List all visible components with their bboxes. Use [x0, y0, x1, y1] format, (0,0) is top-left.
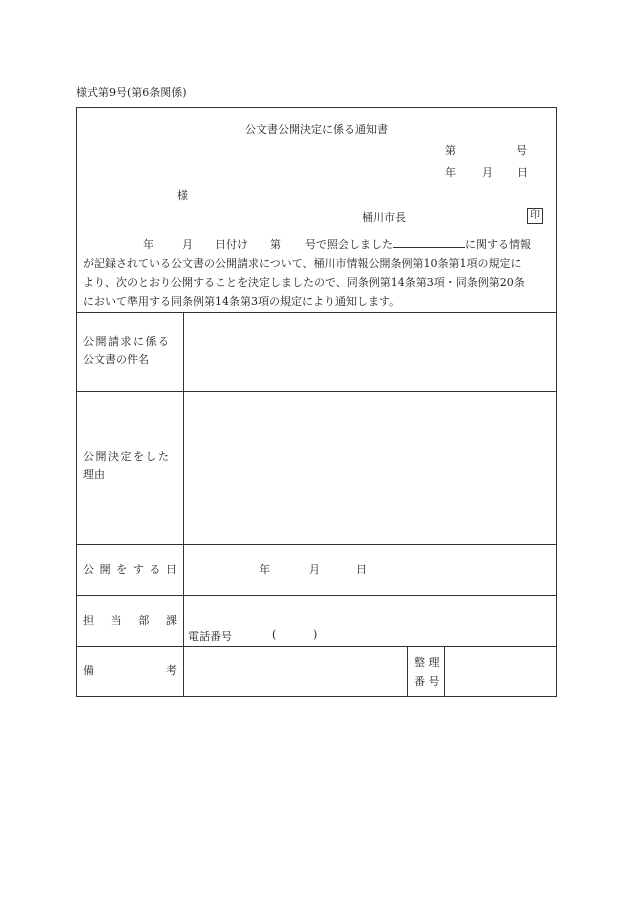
document-name-label-line2: 公文書の件名	[83, 353, 149, 366]
disclosure-month-label: 月	[309, 563, 320, 576]
disclosure-date-label-char: を	[116, 563, 128, 576]
notice-header	[77, 108, 556, 313]
row-disclosure-date	[77, 545, 556, 596]
remarks-label-char: 考	[166, 664, 177, 677]
body-tail: に関する情報	[465, 238, 531, 251]
date-year-label: 年	[445, 166, 456, 179]
remarks-label-char: 備	[83, 664, 94, 677]
subject-blank-line	[393, 237, 465, 248]
document-name-label-cell	[77, 313, 184, 391]
document-name-label	[83, 333, 177, 369]
date-month-label: 月	[482, 166, 493, 179]
body-go: 号で照会しました	[305, 238, 393, 251]
disclosure-date-label-char: 日	[165, 563, 177, 576]
body-dai: 第	[270, 238, 281, 251]
body-dated: 日付け	[215, 238, 248, 251]
reference-number-label-line1: 整 理	[414, 656, 440, 669]
body-year: 年	[143, 238, 154, 251]
document-title: 公文書公開決定に係る通知書	[245, 123, 388, 136]
number-suffix: 号	[516, 144, 527, 157]
body-line-4: において準用する同条例第14条第3項の規定により通知します。	[83, 295, 401, 308]
phone-paren-close: )	[313, 628, 318, 641]
disclosure-year-label: 年	[259, 563, 270, 576]
form-number: 様式第9号(第6条関係)	[76, 86, 187, 99]
reference-number-label	[414, 653, 440, 691]
department-label-cell	[77, 596, 184, 646]
department-label-char: 部	[138, 614, 150, 627]
document-name-label-line1: 公開請求に係る	[83, 335, 171, 348]
notice-form	[76, 107, 557, 697]
notice-body	[83, 235, 551, 311]
body-line-1	[83, 235, 551, 254]
row-department	[77, 596, 556, 647]
disclosure-date-label-char: 開	[99, 563, 111, 576]
disclosure-date-label	[83, 561, 177, 579]
row-remarks	[77, 647, 556, 696]
disclosure-day-label: 日	[356, 563, 367, 576]
decision-reason-label	[83, 448, 177, 484]
department-label-char: 担	[83, 614, 94, 627]
department-label-char: 当	[110, 614, 122, 627]
disclosure-date-label-char: 公	[83, 563, 94, 576]
number-prefix: 第	[445, 144, 456, 157]
decision-reason-label-line2: 理由	[83, 468, 105, 481]
seal-text: 印	[530, 210, 540, 221]
row-document-name	[77, 313, 556, 392]
phone-number-label: 電話番号	[188, 630, 232, 643]
body-line-2: が記録されている公文書の公開請求について、桶川市情報公開条例第10条第1項の規定に	[83, 257, 522, 270]
remarks-label-cell	[77, 647, 184, 696]
disclosure-date-label-cell	[77, 545, 184, 595]
phone-paren-open: (	[272, 628, 277, 641]
disclosure-date-label-char: る	[149, 563, 161, 576]
remarks-label	[83, 662, 177, 680]
disclosure-date-label-char: す	[132, 563, 144, 576]
issuer-name: 桶川市長	[362, 211, 406, 224]
department-label-char: 課	[165, 614, 177, 627]
addressee-suffix: 様	[177, 189, 188, 202]
reference-number-label-cell	[407, 647, 445, 696]
body-line-3: より、次のとおり公開することを決定しましたので、同条例第14条第3項・同条例第20条	[83, 276, 525, 289]
reference-number-label-line2: 番 号	[414, 675, 440, 688]
decision-reason-label-line1: 公開決定をした	[83, 450, 171, 463]
reference-number-value-cell	[444, 647, 556, 696]
seal-mark	[527, 208, 543, 224]
row-decision-reason	[77, 392, 556, 545]
decision-reason-label-cell	[77, 392, 184, 544]
date-day-label: 日	[517, 166, 528, 179]
body-month: 月	[182, 238, 193, 251]
department-label	[83, 612, 177, 630]
